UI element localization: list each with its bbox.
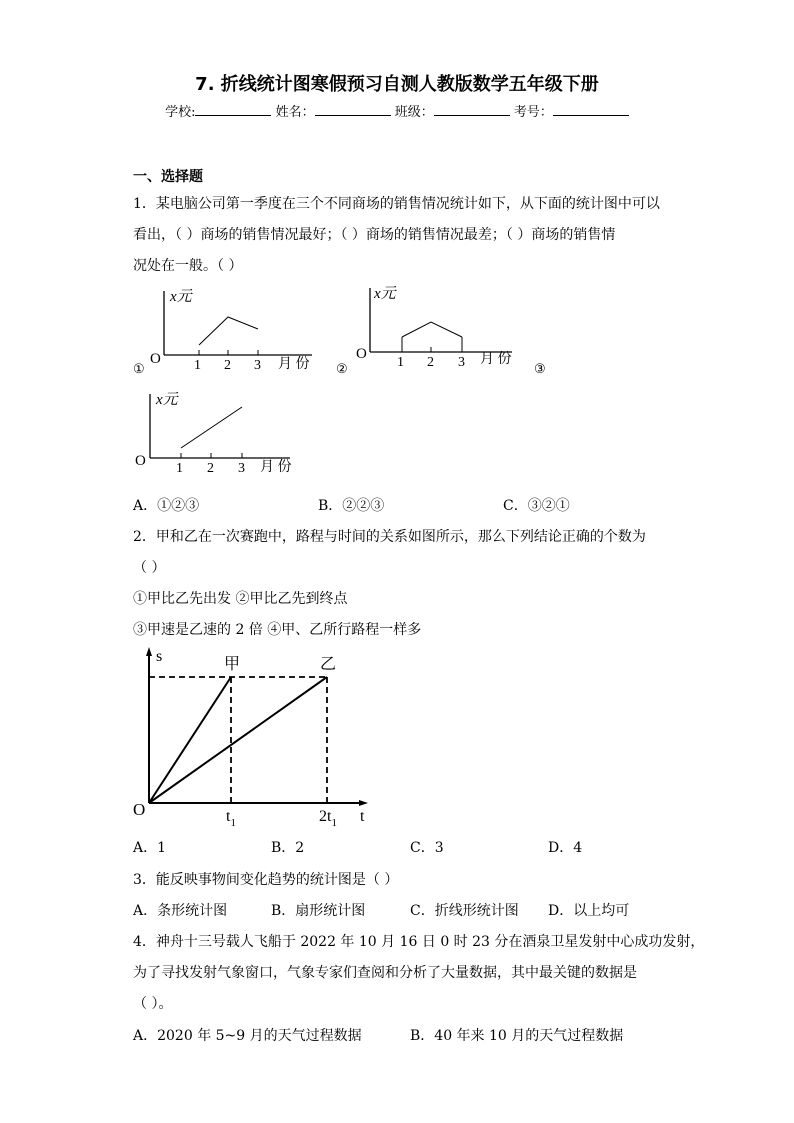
page-title: 7. 折线统计图寒假预习自测人教版数学五年级下册 [195,74,599,95]
q2-tick-2t1: $2t_1$ [319,808,337,829]
q1-line-2: 看出，（ ）商场的销售情况最好；（ ）商场的销售情况最差；（ ）商场的销售情 [133,227,616,243]
q1-g2-xlabel: 月 份 [480,352,512,367]
q1-g2-tick-1: 1 [397,355,404,370]
q2-option-b: B．2 [271,840,305,856]
q1-g3-ylabel: x元 [156,392,178,408]
q1-g3-tick-2: 2 [207,461,214,476]
q1-g3-line [181,407,242,448]
q2-line-jia [149,677,231,803]
q1-g1-origin: O [150,351,161,367]
q1-g2-tick-2: 2 [427,355,434,370]
school-blank [195,103,271,116]
q1-g3-marker: ③ [534,361,546,376]
q2-line-4: ③甲速是乙速的 2 倍 ④甲、乙所行路程一样多 [133,622,422,638]
q1-g1-xlabel: 月 份 [278,357,310,372]
q2-label-jia: 甲 [224,656,241,673]
exam-number-blank [553,103,629,116]
q3-line: 3．能反映事物间变化趋势的统计图是（ ） [133,872,399,888]
q1-g3-xlabel: 月 份 [260,460,292,475]
q2-label-yi: 乙 [320,656,337,673]
q2-line-3: ①甲比乙先出发 ②甲比乙先到终点 [133,591,348,607]
q2-option-c: C．3 [410,840,444,856]
q1-g1-tick-1: 1 [194,358,201,373]
q1-g2-ylabel: x元 [374,286,396,302]
q1-g2-marker: ② [336,361,348,376]
q1-g1-tick-2: 2 [224,358,231,373]
q1-g1-line [199,317,258,345]
q4-option-a: A．2020 年 5~9 月的天气过程数据 [133,1028,362,1044]
section-heading: 一、选择题 [133,169,203,185]
q1-option-c: C．③②① [503,498,570,514]
q1-g1-tick-3: 3 [254,358,261,373]
q1-g3-tick-3: 3 [238,461,245,476]
name-label: 姓名： [275,105,315,120]
q2-line-2: （ ） [133,560,166,576]
q4-line-2: 为了寻找发射气象窗口，气象专家们查阅和分析了大量数据，其中最关键的数据是 [133,965,637,981]
q2-option-d: D．4 [548,840,583,856]
q4-line-1: 4．神舟十三号载人飞船于 2022 年 10 月 16 日 0 时 23 分在酒泉卫星发射中心成功发射， [133,934,705,950]
exam-number-label: 考号： [513,105,553,120]
q1-line-3: 况处在一般。（ ） [133,258,243,274]
q2-ylabel: s [156,648,163,665]
q1-option-b: B．②②③ [318,498,385,514]
q2-option-a: A．1 [133,840,167,856]
q1-option-a: A．①②③ [133,498,200,514]
q3-option-a: A．条形统计图 [133,903,228,919]
q1-g1-marker: ① [133,361,145,376]
q1-g1-ylabel: x元 [170,289,192,305]
q3-option-b: B．扇形统计图 [271,903,366,919]
q1-graph-2 [334,282,544,377]
q2-origin: O [133,800,146,819]
q4-line-3: （ ）。 [133,996,173,1012]
name-blank [315,103,391,116]
q2-graph [130,643,380,833]
class-label: 班级： [394,105,434,120]
q1-g2-origin: O [356,346,367,362]
q1-g3-origin: O [135,453,146,469]
q1-g2-line [402,322,462,337]
student-info-line [0,101,794,120]
class-blank [434,103,510,116]
q3-option-d: D．以上均可 [548,903,630,919]
q3-option-c: C．折线形统计图 [410,903,519,919]
q4-option-b: B．40 年来 10 月的天气过程数据 [410,1028,624,1044]
q1-graph-3 [130,390,320,478]
q2-line-yi [149,677,327,803]
q1-g3-tick-1: 1 [176,461,183,476]
q2-line-1: 2．甲和乙在一次赛跑中，路程与时间的关系如图所示，那么下列结论正确的个数为 [133,529,646,545]
q1-g2-tick-3: 3 [458,355,465,370]
school-label: 学校: [165,105,196,120]
q2-xlabel: t [360,808,365,825]
q1-line-1: 1．某电脑公司第一季度在三个不同商场的销售情况统计如下，从下面的统计图中可以 [133,196,660,212]
q2-tick-t1: $t_1$ [226,808,236,829]
q1-graph-1 [130,285,320,380]
